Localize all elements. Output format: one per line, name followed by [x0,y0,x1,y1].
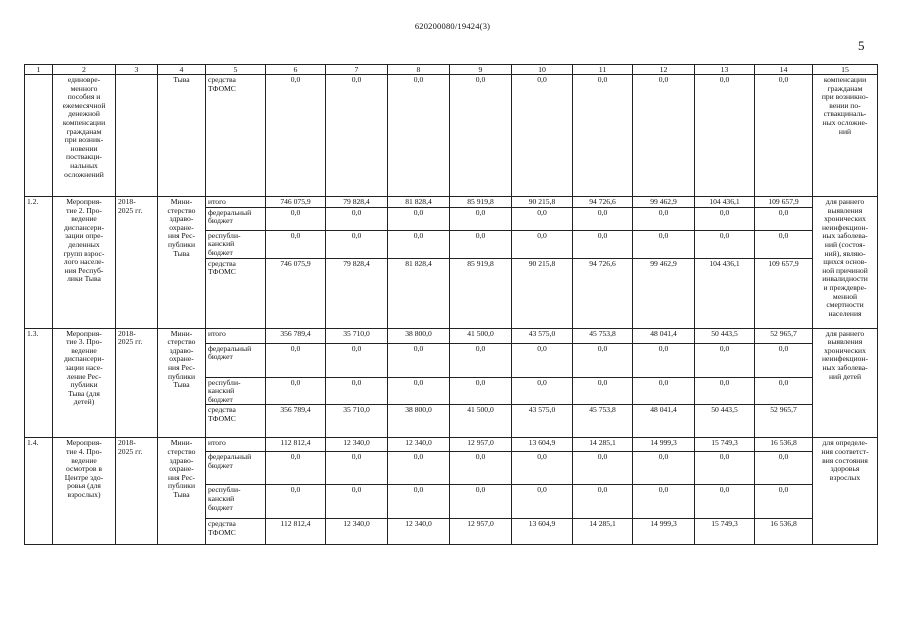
amount-cell: 0,0 [326,452,388,485]
amount-cell: 14 285,1 [573,519,633,545]
amount-cell: 0,0 [388,207,450,230]
funding-source: итого [206,328,266,343]
funding-source: итого [206,197,266,208]
funding-source: средства ТФОМС [206,405,266,438]
amount-cell: 109 657,9 [755,258,813,328]
amount-cell: 104 436,1 [695,197,755,208]
amount-cell: 12 340,0 [388,438,450,452]
amount-cell: 0,0 [755,343,813,377]
amount-cell: 0,0 [450,207,512,230]
funding-source: республи- канский бюджет [206,377,266,405]
page-number: 5 [858,38,865,53]
amount-cell: 0,0 [573,230,633,258]
amount-cell: 0,0 [266,207,326,230]
column-number: 14 [755,65,813,75]
amount-cell: 0,0 [573,75,633,197]
amount-cell: 0,0 [326,343,388,377]
expected-result: компенсации гражданам при возникно- вении по- ствакциналь- ных осложне- ний [813,75,878,197]
column-number: 4 [158,65,206,75]
item-number: 1.2. [25,197,53,329]
amount-cell: 0,0 [388,377,450,405]
column-number: 9 [450,65,512,75]
column-number: 15 [813,65,878,75]
funding-source: республи- канский бюджет [206,230,266,258]
funding-source: средства ТФОМС [206,519,266,545]
amount-cell: 52 965,7 [755,328,813,343]
amount-cell: 48 041,4 [633,328,695,343]
amount-cell: 12 957,0 [450,438,512,452]
column-number: 7 [326,65,388,75]
implementation-period: 2018- 2025 гг. [116,328,158,438]
amount-cell: 12 340,0 [326,519,388,545]
amount-cell: 0,0 [633,452,695,485]
column-number-row [25,65,878,75]
amount-cell: 0,0 [512,207,573,230]
implementation-period [116,75,158,197]
amount-cell: 85 919,8 [450,258,512,328]
amount-cell: 0,0 [266,485,326,519]
column-number: 3 [116,65,158,75]
amount-cell: 13 604,9 [512,438,573,452]
amount-cell: 45 753,8 [573,328,633,343]
amount-cell: 0,0 [573,377,633,405]
amount-cell: 0,0 [755,452,813,485]
amount-cell: 90 215,8 [512,258,573,328]
amount-cell: 0,0 [326,485,388,519]
amount-cell: 0,0 [695,343,755,377]
amount-cell: 45 753,8 [573,405,633,438]
item-number [25,75,53,197]
amount-cell: 0,0 [266,75,326,197]
table-row [25,75,878,197]
amount-cell: 0,0 [695,207,755,230]
amount-cell: 746 075,9 [266,197,326,208]
amount-cell: 0,0 [450,75,512,197]
amount-cell: 48 041,4 [633,405,695,438]
amount-cell: 13 604,9 [512,519,573,545]
amount-cell: 38 800,0 [388,328,450,343]
implementation-period: 2018- 2025 гг. [116,197,158,329]
amount-cell: 356 789,4 [266,405,326,438]
amount-cell: 0,0 [266,377,326,405]
amount-cell: 0,0 [512,75,573,197]
amount-cell: 0,0 [266,343,326,377]
column-number: 5 [206,65,266,75]
funding-source: итого [206,438,266,452]
column-number: 1 [25,65,53,75]
item-number: 1.3. [25,328,53,438]
measure-name: Мероприя- тие 2. Про- ведение диспансери- зации опре- деленных групп взрос- лого населе- ния Респуб- лики Тыва [53,197,116,329]
amount-cell: 356 789,4 [266,328,326,343]
column-number: 8 [388,65,450,75]
column-number: 2 [53,65,116,75]
amount-cell: 50 443,5 [695,328,755,343]
measure-name: Мероприя- тие 4. Про- ведение осмотров в Центре здо- ровья (для взрослых) [53,438,116,545]
amount-cell: 0,0 [326,377,388,405]
amount-cell: 12 340,0 [388,519,450,545]
amount-cell: 43 575,0 [512,328,573,343]
implementation-period: 2018- 2025 гг. [116,438,158,545]
expected-result: для определе- ния соответст- вия состояния здоровья взрослых [813,438,878,545]
amount-cell: 0,0 [695,377,755,405]
amount-cell: 0,0 [326,207,388,230]
amount-cell: 41 500,0 [450,328,512,343]
amount-cell: 90 215,8 [512,197,573,208]
amount-cell: 0,0 [695,230,755,258]
amount-cell: 0,0 [450,230,512,258]
funding-source: федеральный бюджет [206,343,266,377]
amount-cell: 41 500,0 [450,405,512,438]
amount-cell: 0,0 [450,343,512,377]
amount-cell: 79 828,4 [326,197,388,208]
responsible-executor: Мини- стерство здраво- охране- ния Рес- публики Тыва [158,438,206,545]
amount-cell: 85 919,8 [450,197,512,208]
amount-cell: 16 536,8 [755,438,813,452]
funding-source: средства ТФОМС [206,258,266,328]
responsible-executor: Мини- стерство здраво- охране- ния Рес- публики Тыва [158,328,206,438]
amount-cell: 112 812,4 [266,519,326,545]
amount-cell: 94 726,6 [573,197,633,208]
item-number: 1.4. [25,438,53,545]
amount-cell: 35 710,0 [326,328,388,343]
amount-cell: 0,0 [388,230,450,258]
amount-cell: 0,0 [755,230,813,258]
amount-cell: 0,0 [512,343,573,377]
document-code: 620200080/19424(3) [414,21,491,31]
amount-cell: 0,0 [512,452,573,485]
amount-cell: 0,0 [573,343,633,377]
amount-cell: 81 828,4 [388,258,450,328]
amount-cell: 0,0 [573,452,633,485]
amount-cell: 112 812,4 [266,438,326,452]
funding-source: республи- канский бюджет [206,485,266,519]
amount-cell: 0,0 [633,75,695,197]
amount-cell: 15 749,3 [695,519,755,545]
table-row [25,328,878,343]
amount-cell: 0,0 [512,230,573,258]
amount-cell: 16 536,8 [755,519,813,545]
amount-cell: 0,0 [266,230,326,258]
amount-cell: 12 340,0 [326,438,388,452]
funding-source: средства ТФОМС [206,75,266,197]
amount-cell: 0,0 [450,485,512,519]
amount-cell: 43 575,0 [512,405,573,438]
column-number: 11 [573,65,633,75]
amount-cell: 0,0 [388,75,450,197]
amount-cell: 81 828,4 [388,197,450,208]
funding-source: федеральный бюджет [206,207,266,230]
column-number: 13 [695,65,755,75]
amount-cell: 38 800,0 [388,405,450,438]
amount-cell: 0,0 [388,452,450,485]
amount-cell: 0,0 [633,485,695,519]
responsible-executor: Тыва [158,75,206,197]
amount-cell: 0,0 [755,377,813,405]
amount-cell: 0,0 [573,485,633,519]
amount-cell: 15 749,3 [695,438,755,452]
amount-cell: 0,0 [695,485,755,519]
amount-cell: 12 957,0 [450,519,512,545]
amount-cell: 0,0 [633,230,695,258]
measure-name: Мероприя- тие 3. Про- ведение диспансери- зации насе- ление Рес- публики Тыва (для детей) [53,328,116,438]
amount-cell: 0,0 [450,452,512,485]
amount-cell: 0,0 [755,207,813,230]
amount-cell: 104 436,1 [695,258,755,328]
amount-cell: 0,0 [755,485,813,519]
table-row [25,197,878,208]
amount-cell: 0,0 [450,377,512,405]
measure-name: единовре- менного пособия и ежемесячной денежной компенсации гражданам при возник- новении поствакци- нальных осложнений [53,75,116,197]
amount-cell: 0,0 [512,485,573,519]
expected-result: для раннего выявления хронических неинфекцион- ных заболева- ний (состоя- ний), являю- щихся основ- ной причиной инвалидности и преждевре- менной смертности населения [813,197,878,329]
funding-source: федеральный бюджет [206,452,266,485]
amount-cell: 0,0 [326,230,388,258]
amount-cell: 0,0 [695,75,755,197]
amount-cell: 0,0 [633,207,695,230]
amount-cell: 35 710,0 [326,405,388,438]
column-number: 6 [266,65,326,75]
amount-cell: 99 462,9 [633,258,695,328]
amount-cell: 0,0 [326,75,388,197]
amount-cell: 94 726,6 [573,258,633,328]
amount-cell: 746 075,9 [266,258,326,328]
budget-table [24,64,878,545]
amount-cell: 0,0 [512,377,573,405]
amount-cell: 0,0 [633,377,695,405]
amount-cell: 14 999,3 [633,438,695,452]
amount-cell: 0,0 [633,343,695,377]
amount-cell: 0,0 [388,485,450,519]
amount-cell: 52 965,7 [755,405,813,438]
amount-cell: 14 999,3 [633,519,695,545]
amount-cell: 0,0 [266,452,326,485]
table-row [25,438,878,452]
amount-cell: 0,0 [755,75,813,197]
amount-cell: 50 443,5 [695,405,755,438]
amount-cell: 0,0 [695,452,755,485]
amount-cell: 79 828,4 [326,258,388,328]
amount-cell: 99 462,9 [633,197,695,208]
amount-cell: 0,0 [573,207,633,230]
column-number: 10 [512,65,573,75]
amount-cell: 14 285,1 [573,438,633,452]
amount-cell: 0,0 [388,343,450,377]
expected-result: для раннего выявления хронических неинфекцион- ных заболева- ний детей [813,328,878,438]
column-number: 12 [633,65,695,75]
amount-cell: 109 657,9 [755,197,813,208]
responsible-executor: Мини- стерство здраво- охране- ния Рес- публики Тыва [158,197,206,329]
